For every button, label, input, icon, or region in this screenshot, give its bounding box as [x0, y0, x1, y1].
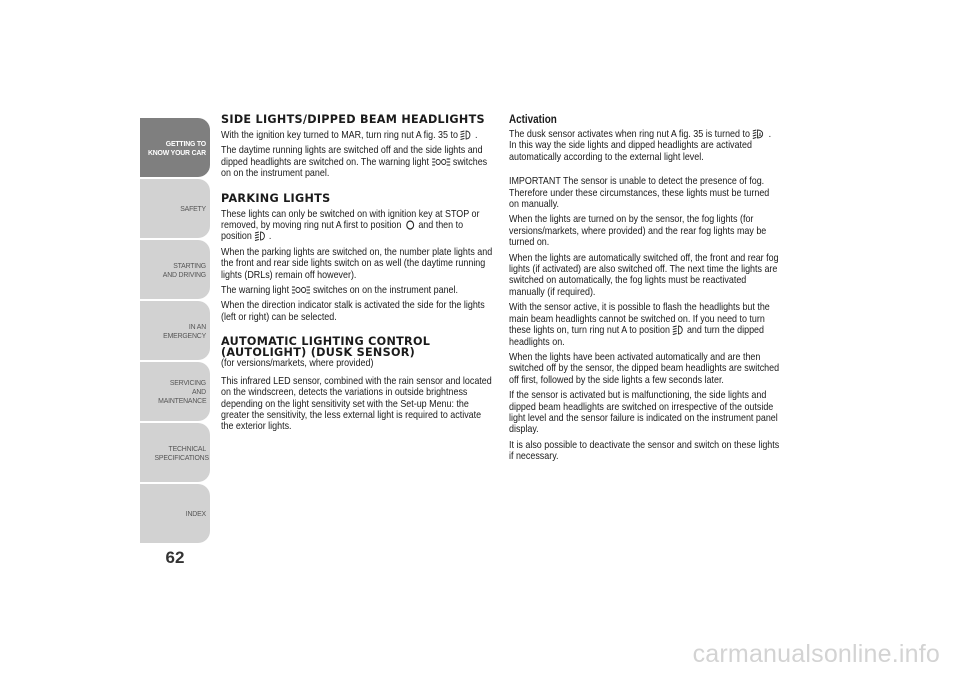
tab-label: SAFETY — [180, 204, 206, 213]
paragraph: IMPORTANT The sensor is unable to detect the presence of fog. Therefore under these circumstances, these lights must be turned on manually. — [509, 176, 770, 211]
right-column — [509, 114, 781, 467]
automatic-lighting-heading: AUTOMATIC LIGHTING CONTROL (AUTOLIGHT) (DUSK SENSOR) — [221, 335, 431, 360]
tab-label: GETTING TO KNOW YOUR CAR — [147, 138, 206, 157]
auto-light-icon — [752, 129, 766, 139]
text: The daytime running lights are switched off and the side lights and dipped headlights are switched on. The warning light — [221, 145, 483, 168]
text: The dusk sensor activates when ring nut A fig. 35 is turned to — [509, 129, 750, 140]
text: With the ignition key turned to MAR, turn ring nut A fig. 35 to — [221, 130, 458, 141]
paragraph: (for versions/markets, where provided) — [221, 358, 374, 370]
paragraph — [221, 130, 493, 141]
tab-index[interactable] — [140, 484, 210, 543]
paragraph: When the lights are automatically switched off, the front and rear fog lights (if activated) are also switched off. The next time the lights are switched on automatically, the fog lights must be reactivated manually (if required). — [509, 252, 779, 298]
side-lights-heading: SIDE LIGHTS/DIPPED BEAM HEADLIGHTS — [221, 113, 485, 126]
tab-label: IN AN EMERGENCY — [163, 321, 206, 340]
left-column — [221, 114, 493, 437]
paragraph — [509, 129, 781, 163]
paragraph — [221, 209, 493, 243]
text: and then to position — [221, 220, 464, 243]
paragraph — [221, 285, 493, 296]
text: With the sensor active, it is possible to flash the headlights but the main beam headlights cannot be switched on. If you need to turn these lights on, turn ring nut A to position — [509, 302, 770, 337]
activation-heading: Activation — [509, 114, 557, 126]
off-position-icon — [404, 220, 416, 230]
text: . — [474, 130, 478, 141]
paragraph: This infrared LED sensor, combined with the rain sensor and located on the windscreen, detects the variations in outside brightness depending on the light sensitivity set with the Set-up Menu: the greater the sensitivity, the less external light is required to activate the exterior lights. — [221, 375, 492, 433]
side-lights-icon — [292, 285, 311, 295]
tab-starting-and-driving[interactable] — [140, 240, 210, 299]
tab-servicing-and-maintenance[interactable] — [140, 362, 210, 421]
tab-technical-specifications[interactable] — [140, 423, 210, 482]
paragraph — [509, 302, 781, 348]
text: The warning light — [221, 285, 290, 297]
side-lights-icon — [431, 157, 450, 167]
text: . In this way the side lights and dipped headlights are activated automatically according to the external light level. — [509, 129, 772, 163]
dipped-beam-icon — [672, 325, 684, 335]
svg-text:A: A — [758, 132, 762, 139]
text: switches on on the instrument panel. — [312, 285, 458, 297]
paragraph: When the parking lights are switched on, the number plate lights and the front and rear side lights switch on as well (the daytime running lights (DRLs) remain off however). — [221, 246, 493, 281]
dipped-beam-icon — [254, 231, 266, 241]
paragraph: When the lights are turned on by the sensor, the fog lights (for versions/markets, where provided) and the rear fog lights may be turned on. — [509, 214, 767, 249]
parking-lights-heading: PARKING LIGHTS — [221, 191, 331, 205]
tab-label: SERVICING AND MAINTENANCE — [158, 378, 207, 405]
paragraph: If the sensor is activated but is malfunctioning, the side lights and dipped beam headlights are switched on irrespective of the outside light level and the sensor failure is indicated on the instrument panel display. — [509, 390, 778, 436]
dipped-beam-icon — [460, 130, 472, 140]
page-number: 62 — [165, 548, 185, 567]
tab-getting-to-know-your-car[interactable] — [140, 118, 210, 177]
text: switches on on the instrument panel. — [221, 156, 488, 180]
paragraph: When the lights have been activated automatically and are then switched off by the sensor, the dipped beam headlights are switched off first, followed by the side lights a few seconds later. — [509, 351, 780, 386]
paragraph — [221, 145, 493, 179]
paragraph: It is also possible to deactivate the sensor and switch on these lights if necessary. — [509, 439, 780, 463]
tab-label: STARTING AND DRIVING — [162, 260, 206, 279]
tab-label: TECHNICAL SPECIFICATIONS — [154, 443, 209, 462]
text: . — [268, 231, 272, 243]
watermark: carmanualsonline.info — [692, 640, 940, 668]
text: These lights can only be switched on with ignition key at STOP or removed, by moving ring nut A first to position — [221, 208, 480, 232]
paragraph: When the direction indicator stalk is activated the side for the lights (left or right) can be selected. — [221, 300, 485, 323]
text: and turn the dipped headlights on. — [509, 325, 764, 348]
tab-label: INDEX — [185, 509, 206, 518]
tab-safety[interactable] — [140, 179, 210, 238]
tab-in-an-emergency[interactable] — [140, 301, 210, 360]
